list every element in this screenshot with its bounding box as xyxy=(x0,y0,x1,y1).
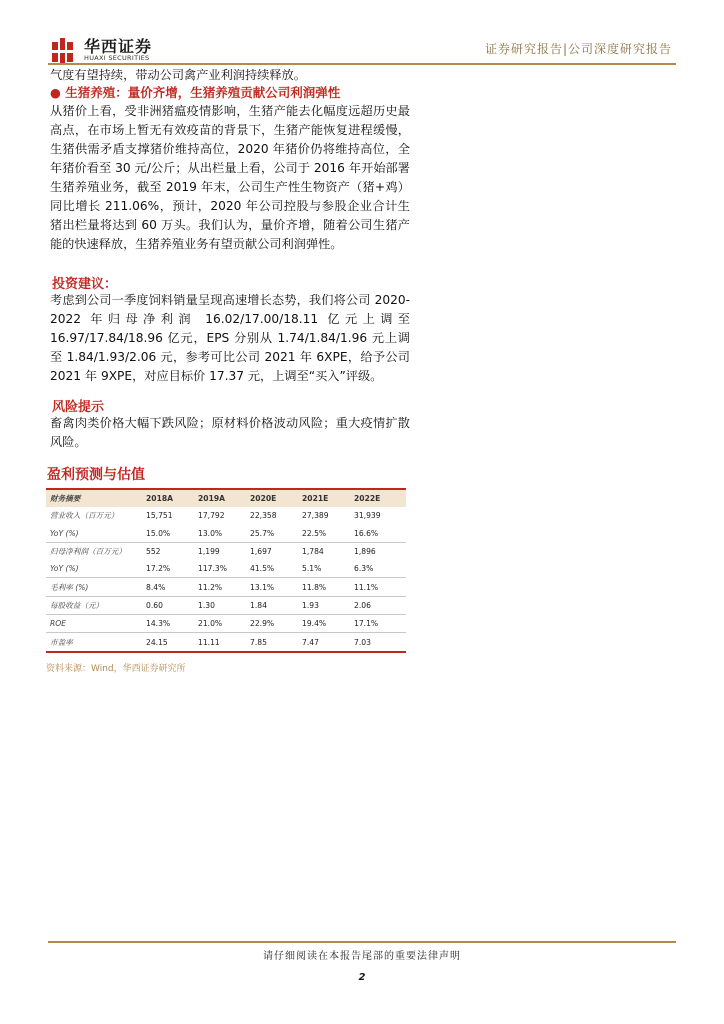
table-cell: 22,358 xyxy=(250,511,277,521)
row-label: 毛利率 (%) xyxy=(50,582,89,592)
risk-title: 风险提示 xyxy=(52,400,105,415)
table-header-cell: 2021E xyxy=(302,494,329,504)
row-label: 每股收益（元） xyxy=(50,600,104,610)
table-cell: 117.3% xyxy=(198,564,227,574)
investment-advice-paragraph: 考虑到公司一季度饲料销量呈现高速增长态势，我们将公司 2020-2022 年归母净利润 16.02/17.00/18.11 亿元上调至 16.97/17.84/18.96 亿元，EPS 分别从 1.74/1.84/1.96 元上调至 1.84/1.93/2.06 元，参考可比公司 2021 年 6XPE，给予公司 2021 年 9XPE，对应目标价 17.37 元，上调至“买入”评级。 xyxy=(50,293,410,383)
pig-farming-paragraph: 从猪价上看，受非洲猪瘟疫情影响，生猪产能去化幅度远超历史最高点，在市场上暂无有效疫苗的背景下，生猪产能恢复进程缓慢，生猪供需矛盾支撑猪价维持高位，2020 年猪价仍将维持高位，全年猪价看至 30 元/公斤；从出栏量上看，公司于 2016 年开始部署生猪养殖业务，截至 2019 年末，公司生产性生物资产（猪+鸡）同比增长 211.06%，预计，2020 年公司控股与参股企业合计生猪出栏量将达到 60 万头。我们认为，量价齐增，随着公司生猪产能的快速释放，生猪养殖业务有望贡献公司利润弹性。 xyxy=(50,104,410,251)
table-cell: 15.0% xyxy=(146,528,171,538)
table-row xyxy=(46,633,406,652)
table-header-row xyxy=(46,489,406,507)
table-cell: 1,784 xyxy=(302,547,324,557)
table-cell: 24.15 xyxy=(146,637,168,647)
table-cell: 0.60 xyxy=(146,600,163,610)
table-cell: 27,389 xyxy=(302,511,329,521)
table-cell: 1,896 xyxy=(354,547,376,557)
table-cell: 22.5% xyxy=(302,528,327,538)
table-cell: 552 xyxy=(146,547,161,557)
table-cell: 1.30 xyxy=(198,600,215,610)
table-cell: 1.84 xyxy=(250,600,267,610)
table-cell: 21.0% xyxy=(198,619,223,629)
table-cell: 16.6% xyxy=(354,528,379,538)
row-label: 营业收入（百万元） xyxy=(50,511,119,521)
table-cell: 17,792 xyxy=(198,511,225,521)
forecast-table xyxy=(46,488,406,653)
table-cell: 11.1% xyxy=(354,582,379,592)
table-header-cell: 2018A xyxy=(146,494,174,504)
table-row xyxy=(46,525,406,543)
table-cell: 25.7% xyxy=(250,528,275,538)
page-number: 2 xyxy=(358,972,366,983)
table-cell: 19.4% xyxy=(302,619,327,629)
table-row xyxy=(46,615,406,633)
table-cell: 7.03 xyxy=(354,637,371,647)
table-row xyxy=(46,560,406,578)
table-row xyxy=(46,596,406,614)
table-cell: 13.0% xyxy=(198,528,223,538)
table-cell: 11.8% xyxy=(302,582,327,592)
row-label: ROE xyxy=(50,619,67,629)
row-label: 市盈率 xyxy=(50,637,73,647)
legal-disclaimer-note: 请仔细阅读在本报告尾部的重要法律声明 xyxy=(263,951,461,962)
table-cell: 11.2% xyxy=(198,582,223,592)
report-type-label: 证券研究报告|公司深度研究报告 xyxy=(484,42,672,56)
table-cell: 11.11 xyxy=(198,637,220,647)
table-cell: 7.47 xyxy=(302,637,319,647)
table-header-cell: 2019A xyxy=(198,494,226,504)
footer-divider xyxy=(48,941,676,943)
brand-name-en: HUAXI SECURITIES xyxy=(84,54,150,62)
pig-farming-heading: ● 生猪养殖：量价齐增，生猪养殖贡献公司利润弹性 xyxy=(50,85,341,100)
table-cell: 1,697 xyxy=(250,547,272,557)
table-header-cell: 2022E xyxy=(354,494,381,504)
table-source-note: 资料来源：Wind，华西证券研究所 xyxy=(46,664,186,674)
table-cell: 41.5% xyxy=(250,564,275,574)
table-cell: 1,199 xyxy=(198,547,220,557)
table-cell: 5.1% xyxy=(302,564,322,574)
huaxi-logo-icon xyxy=(50,38,76,64)
header-divider xyxy=(48,63,676,65)
table-row xyxy=(46,578,406,596)
investment-advice-title: 投资建议： xyxy=(52,277,118,292)
table-header-cell: 2020E xyxy=(250,494,277,504)
forecast-table-title: 盈利预测与估值 xyxy=(47,467,145,483)
table-row xyxy=(46,542,406,560)
table-cell: 22.9% xyxy=(250,619,275,629)
row-label: YoY (%) xyxy=(50,564,79,574)
intro-paragraph: 气度有望持续，带动公司禽产业利润持续释放。 xyxy=(50,68,306,82)
table-row xyxy=(46,507,406,524)
table-header-cell: 财务摘要 xyxy=(50,494,81,504)
table-cell: 31,939 xyxy=(354,511,381,521)
table-cell: 15,751 xyxy=(146,511,173,521)
row-label: YoY (%) xyxy=(50,528,79,538)
brand-name-cn: 华西证券 xyxy=(84,37,153,56)
table-cell: 6.3% xyxy=(354,564,374,574)
table-cell: 17.2% xyxy=(146,564,171,574)
row-label: 归母净利润（百万元） xyxy=(50,547,126,557)
risk-paragraph: 畜禽肉类价格大幅下跌风险；原材料价格波动风险；重大疫情扩散风险。 xyxy=(50,416,410,449)
table-cell: 8.4% xyxy=(146,582,166,592)
table-cell: 2.06 xyxy=(354,600,371,610)
table-cell: 14.3% xyxy=(146,619,171,629)
table-cell: 1.93 xyxy=(302,600,319,610)
table-cell: 7.85 xyxy=(250,637,267,647)
table-cell: 13.1% xyxy=(250,582,275,592)
table-cell: 17.1% xyxy=(354,619,379,629)
